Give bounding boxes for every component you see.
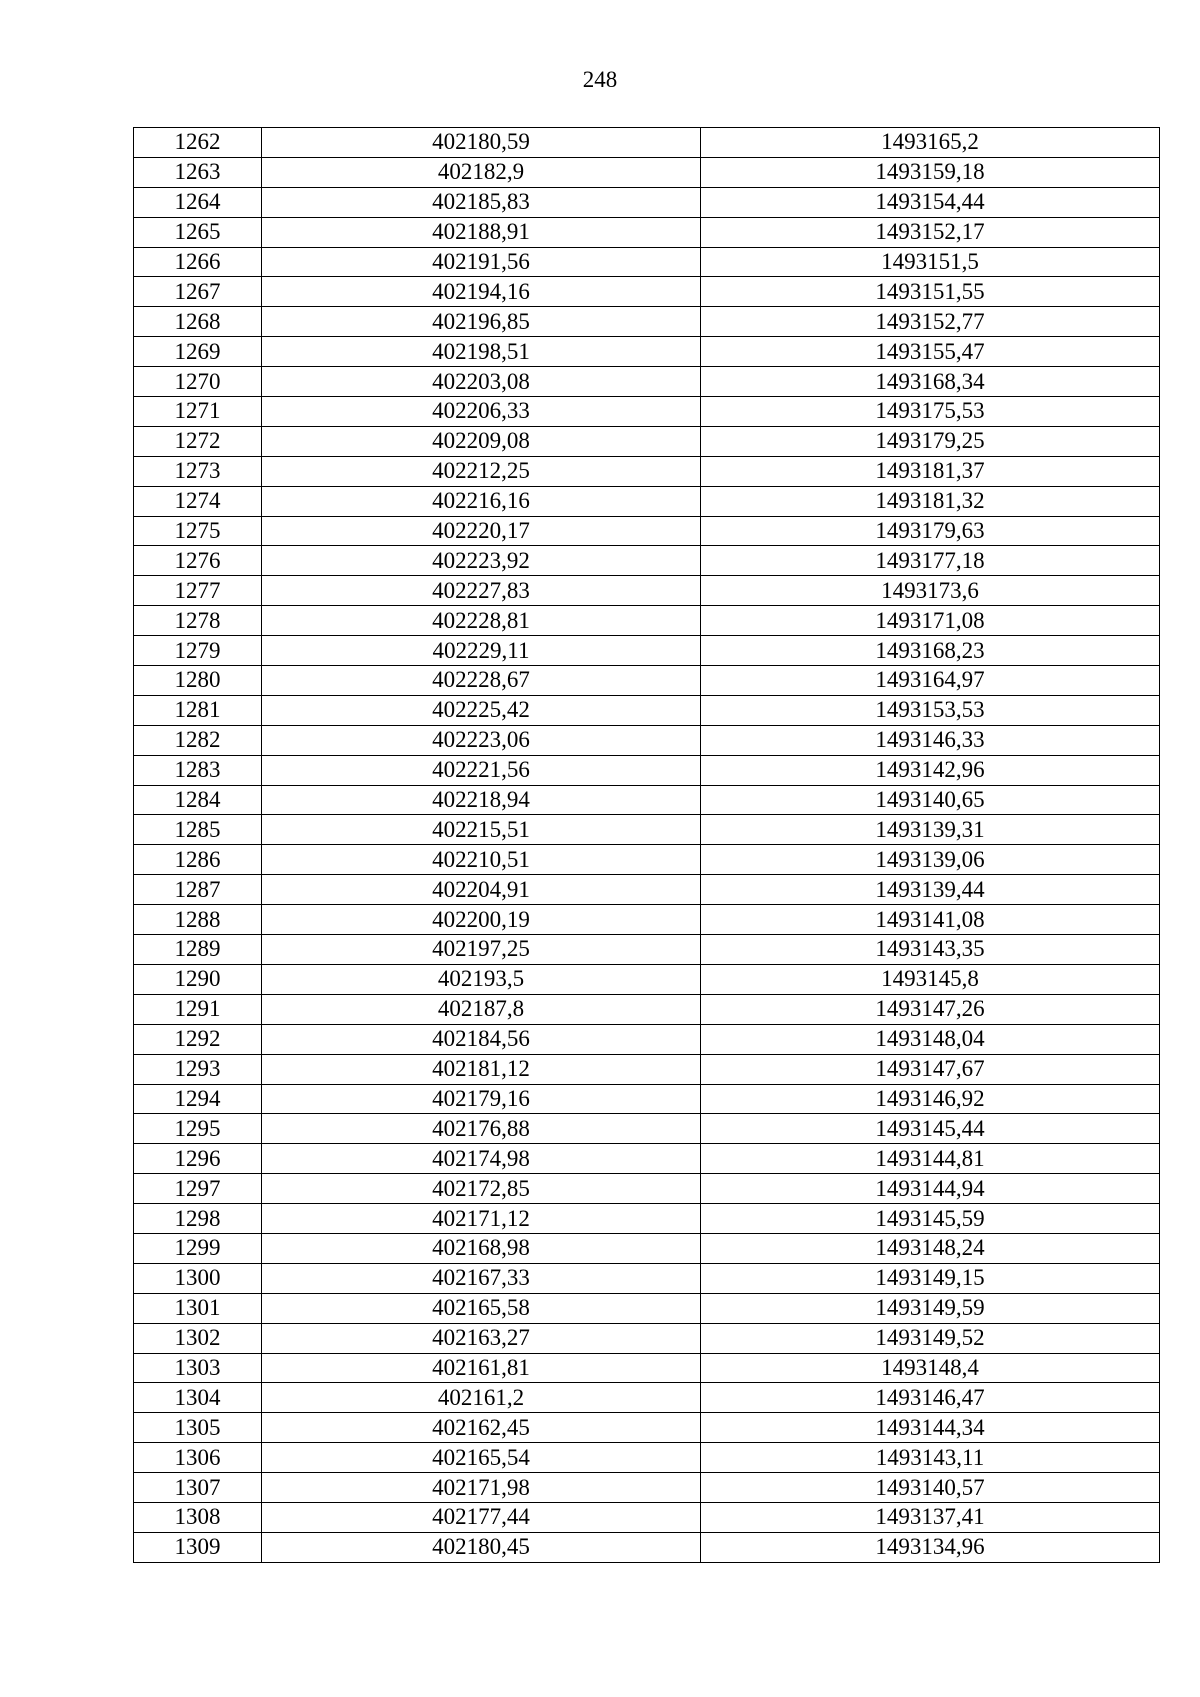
x-coordinate-cell: 402172,85 <box>262 1174 701 1204</box>
point-number-cell: 1276 <box>134 546 262 576</box>
coordinates-table-body <box>134 128 1160 1563</box>
y-coordinate-cell: 1493140,65 <box>701 785 1160 815</box>
table-row <box>134 785 1160 815</box>
y-coordinate-cell: 1493143,35 <box>701 935 1160 965</box>
y-coordinate-cell: 1493146,47 <box>701 1383 1160 1413</box>
coordinates-table <box>133 127 1160 1563</box>
point-number-cell: 1289 <box>134 935 262 965</box>
point-number-cell: 1273 <box>134 456 262 486</box>
x-coordinate-cell: 402163,27 <box>262 1323 701 1353</box>
x-coordinate-cell: 402180,59 <box>262 128 701 158</box>
x-coordinate-cell: 402184,56 <box>262 1024 701 1054</box>
table-row <box>134 486 1160 516</box>
table-row <box>134 755 1160 785</box>
point-number-cell: 1266 <box>134 247 262 277</box>
y-coordinate-cell: 1493151,5 <box>701 247 1160 277</box>
point-number-cell: 1286 <box>134 845 262 875</box>
x-coordinate-cell: 402174,98 <box>262 1144 701 1174</box>
table-row <box>134 1084 1160 1114</box>
x-coordinate-cell: 402168,98 <box>262 1233 701 1263</box>
y-coordinate-cell: 1493137,41 <box>701 1502 1160 1532</box>
point-number-cell: 1283 <box>134 755 262 785</box>
x-coordinate-cell: 402165,58 <box>262 1293 701 1323</box>
table-row <box>134 546 1160 576</box>
x-coordinate-cell: 402220,17 <box>262 516 701 546</box>
x-coordinate-cell: 402181,12 <box>262 1054 701 1084</box>
y-coordinate-cell: 1493142,96 <box>701 755 1160 785</box>
x-coordinate-cell: 402223,92 <box>262 546 701 576</box>
x-coordinate-cell: 402179,16 <box>262 1084 701 1114</box>
point-number-cell: 1294 <box>134 1084 262 1114</box>
x-coordinate-cell: 402194,16 <box>262 277 701 307</box>
x-coordinate-cell: 402227,83 <box>262 576 701 606</box>
y-coordinate-cell: 1493148,24 <box>701 1233 1160 1263</box>
table-row <box>134 247 1160 277</box>
x-coordinate-cell: 402165,54 <box>262 1443 701 1473</box>
x-coordinate-cell: 402223,06 <box>262 725 701 755</box>
table-row <box>134 456 1160 486</box>
point-number-cell: 1300 <box>134 1263 262 1293</box>
y-coordinate-cell: 1493154,44 <box>701 187 1160 217</box>
y-coordinate-cell: 1493148,04 <box>701 1024 1160 1054</box>
table-row <box>134 1054 1160 1084</box>
table-row <box>134 426 1160 456</box>
table-row <box>134 397 1160 427</box>
x-coordinate-cell: 402180,45 <box>262 1532 701 1562</box>
x-coordinate-cell: 402216,16 <box>262 486 701 516</box>
table-row <box>134 1114 1160 1144</box>
point-number-cell: 1280 <box>134 666 262 696</box>
x-coordinate-cell: 402203,08 <box>262 367 701 397</box>
x-coordinate-cell: 402198,51 <box>262 337 701 367</box>
table-row <box>134 845 1160 875</box>
y-coordinate-cell: 1493144,34 <box>701 1413 1160 1443</box>
x-coordinate-cell: 402225,42 <box>262 695 701 725</box>
point-number-cell: 1264 <box>134 187 262 217</box>
table-row <box>134 1413 1160 1443</box>
y-coordinate-cell: 1493173,6 <box>701 576 1160 606</box>
y-coordinate-cell: 1493143,11 <box>701 1443 1160 1473</box>
y-coordinate-cell: 1493148,4 <box>701 1353 1160 1383</box>
table-row <box>134 217 1160 247</box>
table-row <box>134 994 1160 1024</box>
table-row <box>134 1532 1160 1562</box>
x-coordinate-cell: 402167,33 <box>262 1263 701 1293</box>
table-row <box>134 725 1160 755</box>
y-coordinate-cell: 1493152,77 <box>701 307 1160 337</box>
y-coordinate-cell: 1493159,18 <box>701 157 1160 187</box>
y-coordinate-cell: 1493147,67 <box>701 1054 1160 1084</box>
y-coordinate-cell: 1493177,18 <box>701 546 1160 576</box>
point-number-cell: 1297 <box>134 1174 262 1204</box>
table-row <box>134 1293 1160 1323</box>
table-row <box>134 1323 1160 1353</box>
y-coordinate-cell: 1493147,26 <box>701 994 1160 1024</box>
table-row <box>134 1024 1160 1054</box>
table-row <box>134 606 1160 636</box>
point-number-cell: 1262 <box>134 128 262 158</box>
x-coordinate-cell: 402177,44 <box>262 1502 701 1532</box>
point-number-cell: 1290 <box>134 964 262 994</box>
point-number-cell: 1284 <box>134 785 262 815</box>
table-row <box>134 1233 1160 1263</box>
point-number-cell: 1302 <box>134 1323 262 1353</box>
point-number-cell: 1279 <box>134 636 262 666</box>
x-coordinate-cell: 402185,83 <box>262 187 701 217</box>
y-coordinate-cell: 1493146,33 <box>701 725 1160 755</box>
table-row <box>134 516 1160 546</box>
table-row <box>134 1502 1160 1532</box>
page-number: 248 <box>582 67 618 92</box>
x-coordinate-cell: 402171,12 <box>262 1204 701 1234</box>
y-coordinate-cell: 1493171,08 <box>701 606 1160 636</box>
y-coordinate-cell: 1493145,44 <box>701 1114 1160 1144</box>
x-coordinate-cell: 402229,11 <box>262 636 701 666</box>
point-number-cell: 1291 <box>134 994 262 1024</box>
point-number-cell: 1268 <box>134 307 262 337</box>
table-row <box>134 307 1160 337</box>
point-number-cell: 1263 <box>134 157 262 187</box>
table-row <box>134 815 1160 845</box>
table-row <box>134 576 1160 606</box>
point-number-cell: 1269 <box>134 337 262 367</box>
x-coordinate-cell: 402218,94 <box>262 785 701 815</box>
x-coordinate-cell: 402200,19 <box>262 905 701 935</box>
table-row <box>134 1473 1160 1503</box>
y-coordinate-cell: 1493152,17 <box>701 217 1160 247</box>
point-number-cell: 1275 <box>134 516 262 546</box>
y-coordinate-cell: 1493139,44 <box>701 875 1160 905</box>
y-coordinate-cell: 1493181,32 <box>701 486 1160 516</box>
table-row <box>134 1144 1160 1174</box>
x-coordinate-cell: 402188,91 <box>262 217 701 247</box>
table-row <box>134 1353 1160 1383</box>
y-coordinate-cell: 1493144,81 <box>701 1144 1160 1174</box>
point-number-cell: 1293 <box>134 1054 262 1084</box>
y-coordinate-cell: 1493175,53 <box>701 397 1160 427</box>
table-row <box>134 875 1160 905</box>
table-row <box>134 187 1160 217</box>
point-number-cell: 1292 <box>134 1024 262 1054</box>
table-row <box>134 128 1160 158</box>
x-coordinate-cell: 402228,81 <box>262 606 701 636</box>
y-coordinate-cell: 1493139,31 <box>701 815 1160 845</box>
x-coordinate-cell: 402171,98 <box>262 1473 701 1503</box>
point-number-cell: 1274 <box>134 486 262 516</box>
y-coordinate-cell: 1493141,08 <box>701 905 1160 935</box>
point-number-cell: 1303 <box>134 1353 262 1383</box>
point-number-cell: 1306 <box>134 1443 262 1473</box>
point-number-cell: 1308 <box>134 1502 262 1532</box>
y-coordinate-cell: 1493155,47 <box>701 337 1160 367</box>
y-coordinate-cell: 1493168,23 <box>701 636 1160 666</box>
table-row <box>134 1443 1160 1473</box>
table-row <box>134 935 1160 965</box>
x-coordinate-cell: 402206,33 <box>262 397 701 427</box>
x-coordinate-cell: 402215,51 <box>262 815 701 845</box>
y-coordinate-cell: 1493149,59 <box>701 1293 1160 1323</box>
x-coordinate-cell: 402193,5 <box>262 964 701 994</box>
x-coordinate-cell: 402182,9 <box>262 157 701 187</box>
y-coordinate-cell: 1493168,34 <box>701 367 1160 397</box>
y-coordinate-cell: 1493179,25 <box>701 426 1160 456</box>
x-coordinate-cell: 402212,25 <box>262 456 701 486</box>
x-coordinate-cell: 402221,56 <box>262 755 701 785</box>
x-coordinate-cell: 402161,81 <box>262 1353 701 1383</box>
x-coordinate-cell: 402228,67 <box>262 666 701 696</box>
point-number-cell: 1301 <box>134 1293 262 1323</box>
point-number-cell: 1307 <box>134 1473 262 1503</box>
point-number-cell: 1305 <box>134 1413 262 1443</box>
table-row <box>134 157 1160 187</box>
table-row <box>134 1383 1160 1413</box>
table-row <box>134 695 1160 725</box>
y-coordinate-cell: 1493151,55 <box>701 277 1160 307</box>
point-number-cell: 1277 <box>134 576 262 606</box>
point-number-cell: 1304 <box>134 1383 262 1413</box>
table-row <box>134 1263 1160 1293</box>
y-coordinate-cell: 1493134,96 <box>701 1532 1160 1562</box>
x-coordinate-cell: 402204,91 <box>262 875 701 905</box>
point-number-cell: 1282 <box>134 725 262 755</box>
y-coordinate-cell: 1493145,59 <box>701 1204 1160 1234</box>
y-coordinate-cell: 1493144,94 <box>701 1174 1160 1204</box>
point-number-cell: 1281 <box>134 695 262 725</box>
table-row <box>134 1174 1160 1204</box>
table-row <box>134 905 1160 935</box>
y-coordinate-cell: 1493153,53 <box>701 695 1160 725</box>
x-coordinate-cell: 402176,88 <box>262 1114 701 1144</box>
y-coordinate-cell: 1493165,2 <box>701 128 1160 158</box>
x-coordinate-cell: 402162,45 <box>262 1413 701 1443</box>
x-coordinate-cell: 402210,51 <box>262 845 701 875</box>
y-coordinate-cell: 1493149,15 <box>701 1263 1160 1293</box>
y-coordinate-cell: 1493179,63 <box>701 516 1160 546</box>
point-number-cell: 1278 <box>134 606 262 636</box>
point-number-cell: 1285 <box>134 815 262 845</box>
table-row <box>134 666 1160 696</box>
table-row <box>134 367 1160 397</box>
point-number-cell: 1299 <box>134 1233 262 1263</box>
point-number-cell: 1272 <box>134 426 262 456</box>
table-row <box>134 636 1160 666</box>
y-coordinate-cell: 1493149,52 <box>701 1323 1160 1353</box>
x-coordinate-cell: 402197,25 <box>262 935 701 965</box>
point-number-cell: 1296 <box>134 1144 262 1174</box>
point-number-cell: 1265 <box>134 217 262 247</box>
table-row <box>134 964 1160 994</box>
point-number-cell: 1309 <box>134 1532 262 1562</box>
y-coordinate-cell: 1493140,57 <box>701 1473 1160 1503</box>
point-number-cell: 1270 <box>134 367 262 397</box>
point-number-cell: 1267 <box>134 277 262 307</box>
point-number-cell: 1295 <box>134 1114 262 1144</box>
x-coordinate-cell: 402191,56 <box>262 247 701 277</box>
point-number-cell: 1287 <box>134 875 262 905</box>
y-coordinate-cell: 1493146,92 <box>701 1084 1160 1114</box>
x-coordinate-cell: 402187,8 <box>262 994 701 1024</box>
x-coordinate-cell: 402209,08 <box>262 426 701 456</box>
table-row <box>134 1204 1160 1234</box>
y-coordinate-cell: 1493181,37 <box>701 456 1160 486</box>
y-coordinate-cell: 1493164,97 <box>701 666 1160 696</box>
point-number-cell: 1298 <box>134 1204 262 1234</box>
y-coordinate-cell: 1493139,06 <box>701 845 1160 875</box>
x-coordinate-cell: 402161,2 <box>262 1383 701 1413</box>
x-coordinate-cell: 402196,85 <box>262 307 701 337</box>
table-row <box>134 277 1160 307</box>
table-row <box>134 337 1160 367</box>
point-number-cell: 1271 <box>134 397 262 427</box>
point-number-cell: 1288 <box>134 905 262 935</box>
y-coordinate-cell: 1493145,8 <box>701 964 1160 994</box>
